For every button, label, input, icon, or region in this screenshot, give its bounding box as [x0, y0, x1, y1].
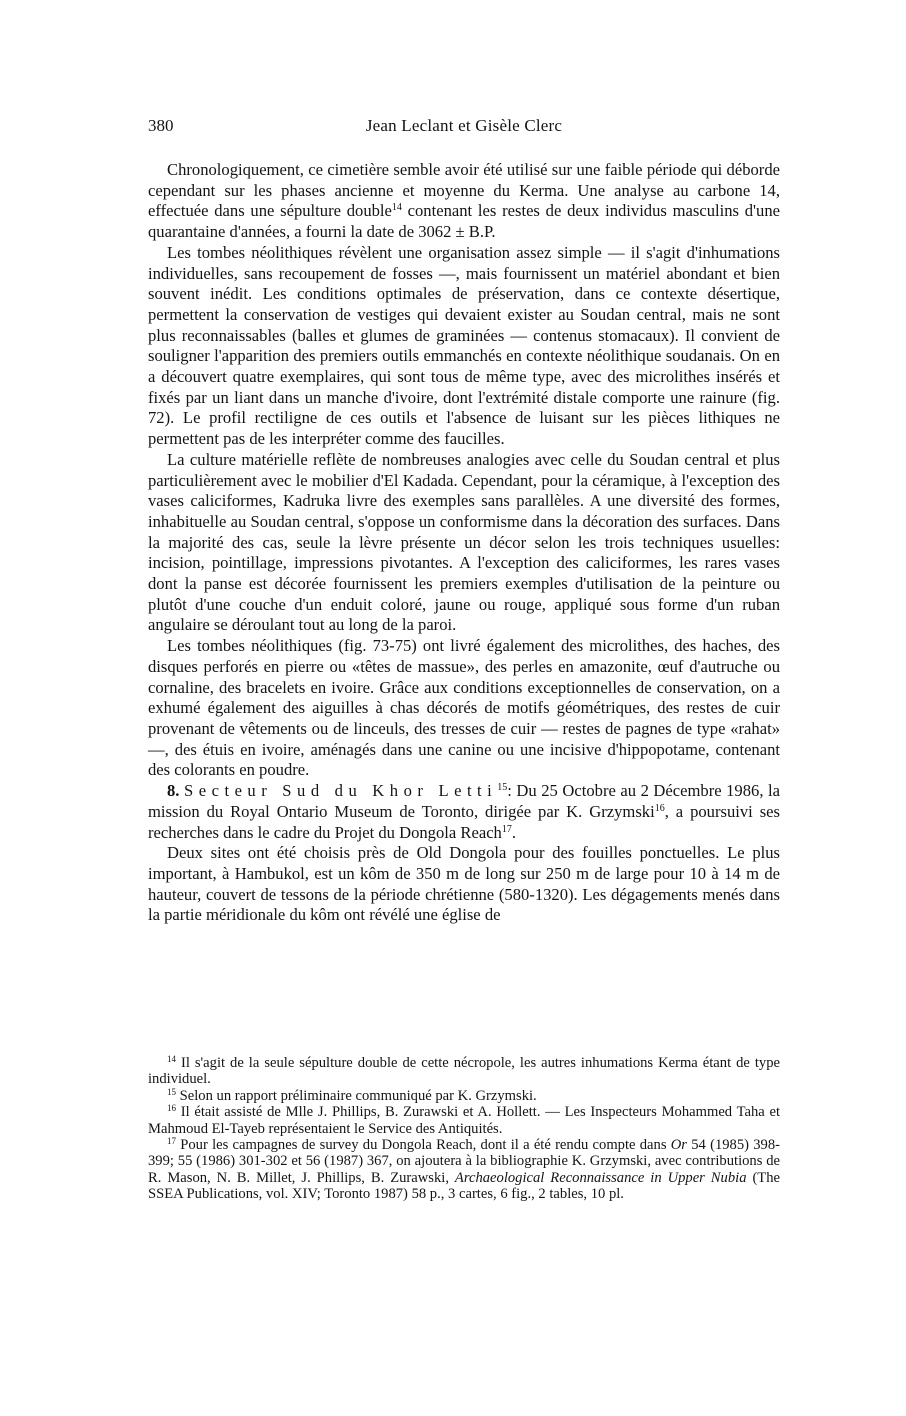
paragraph-1	[148, 160, 780, 243]
paragraph-3: La culture matérielle reflète de nombreuses analogies avec celle du Soudan central et plus particulièrement avec le mobilier d'El Kadada. Cependant, pour la céramique, à l'exception des vases caliciformes, Kadruka livre des exemples sans parallèles. A une diversité des formes, inhabituelle au Soudan central, s'oppose un conformisme dans la décoration des surfaces. Dans la majorité des cas, seule la lèvre présente un décor selon les trois techniques usuelles: incision, pointillage, impressions pivotantes. A l'exception des caliciformes, les rares vases dont la panse est décorée fournissent les premiers exemples d'utilisation de la peinture ou plutôt d'une couche d'un enduit coloré, jaune ou rouge, appliqué sous forme d'un ruban angulaire se déroulant tout au long de la paroi.	[148, 449, 780, 635]
footnote-15-number: 15	[167, 1086, 176, 1097]
page-number: 380	[148, 116, 174, 135]
journal-title: Or	[670, 1137, 687, 1154]
footnote-16-text: Il était assisté de Mlle J. Phillips, B. Zurawski et A. Hollett. — Les Inspecteurs Mohammed Taha et Mahmoud El-Tayeb représentaient le Service des Antiquités.	[148, 1104, 780, 1137]
footnotes	[148, 1055, 780, 1203]
paragraph-1-text-b: contenant les restes de deux individus masculins d'une quarantaine d'années, a fourni la date de 3062 ± B.P.	[148, 201, 780, 242]
footnote-17-text-b: 54 (1985) 398-399; 55 (1986) 301-302 et 56 (1987) 367, on ajoutera à la bibliographie K. Grzymski, avec contributions de R. Mason, N. B. Millet, J. Phillips, B. Zurawski,	[148, 1137, 780, 1186]
paragraph-5	[148, 781, 780, 843]
paragraph-5-text-b: , a poursuivi ses recherches dans le cadre du Projet du Dongola Reach	[148, 801, 780, 842]
footnote-17-text-c: (The SSEA Publications, vol. XIV; Toronto 1987) 58 p., 3 cartes, 6 fig., 2 tables, 10 pl.	[148, 1169, 780, 1203]
running-head: Jean Leclant et Gisèle Clerc	[365, 116, 563, 135]
footnote-17-number: 17	[167, 1136, 176, 1147]
footnote-14-text: Il s'agit de la seule sépulture double de cette nécropole, les autres inhumations Kerma étant de type individuel.	[148, 1055, 780, 1088]
footnote-16-number: 16	[167, 1103, 176, 1114]
footnote-ref-14: 14	[391, 202, 402, 214]
paragraph-5-text-a: : Du 25 Octobre au 2 Décembre 1986, la mission du Royal Ontario Museum de Toronto, dirigée par K. Grzymski	[148, 781, 780, 821]
footnote-ref-15: 15	[497, 782, 508, 794]
book-title: Archaeological Reconnaissance in Upper Nubia	[454, 1169, 747, 1186]
section-number: 8.	[167, 781, 180, 801]
footnote-14-number: 14	[167, 1054, 176, 1064]
footnote-16	[148, 1104, 780, 1137]
footnote-17-text-a: Pour les campagnes de survey du Dongola Reach, dont il a été rendu compte dans	[176, 1137, 671, 1154]
footnote-15-text: Selon un rapport préliminaire communiqué par K. Grzymski.	[176, 1087, 537, 1104]
paragraph-5-text-c: .	[511, 822, 517, 842]
footnote-14	[148, 1055, 780, 1088]
section-heading: Secteur Sud du Khor Letti	[184, 781, 498, 801]
paragraph-1-text-a: Chronologiquement, ce cimetière semble avoir été utilisé sur une faible période qui déborde cependant sur les phases ancienne et moyenne du Kerma. Une analyse au carbone 14, effectuée dans une sépulture double	[148, 160, 780, 221]
footnote-17	[148, 1137, 780, 1203]
page-header	[148, 116, 780, 140]
body-text	[148, 160, 780, 926]
paragraph-2: Les tombes néolithiques révèlent une organisation assez simple — il s'agit d'inhumations individuelles, sans recoupement de fosses —, mais fournissent un matériel abondant et bien souvent inédit. Les conditions optimales de préservation, dans ce contexte désertique, permettent la conservation de vestiges qui devaient exister au Soudan central, mais ne sont plus reconnaissables (balles et glumes de graminées — contenus stomacaux). Il convient de souligner l'apparition des premiers outils emmanchés en contexte néolithique soudanais. On en a découvert quatre exemplaires, qui sont tous de même type, avec des microlithes insérés et fixés par un liant dans un manche d'ivoire, dont l'extrémité distale comporte une rainure (fig. 72). Le profil rectiligne de ces outils et l'absence de luisant sur les pièces lithiques ne permettent pas de les interpréter comme des faucilles.	[148, 242, 780, 449]
footnote-ref-17: 17	[501, 823, 512, 835]
paragraph-4: Les tombes néolithiques (fig. 73-75) ont livré également des microlithes, des haches, des disques perforés en pierre ou «têtes de massue», des perles en amazonite, œuf d'autruche ou cornaline, des bracelets en ivoire. Grâce aux conditions exceptionnelles de conservation, on a exhumé également des aiguilles à chas décorés de motifs géométriques, des restes de cuir provenant de vêtements ou de linceuls, des tresses de cuir — restes de pagnes de type «rahat» —, des étuis en ivoire, aménagés dans une canine ou une incisive d'hippopotame, contenant des colorants en poudre.	[148, 636, 780, 780]
footnote-ref-16: 16	[654, 802, 665, 814]
footnote-15	[148, 1088, 780, 1104]
paragraph-6: Deux sites ont été choisis près de Old Dongola pour des fouilles ponctuelles. Le plus important, à Hambukol, est un kôm de 350 m de long sur 250 m de large pour 10 à 14 m de hauteur, couvert de tessons de la période chrétienne (580-1320). Les dégagements menés dans la partie méridionale du kôm ont révélé une église de	[148, 843, 780, 925]
